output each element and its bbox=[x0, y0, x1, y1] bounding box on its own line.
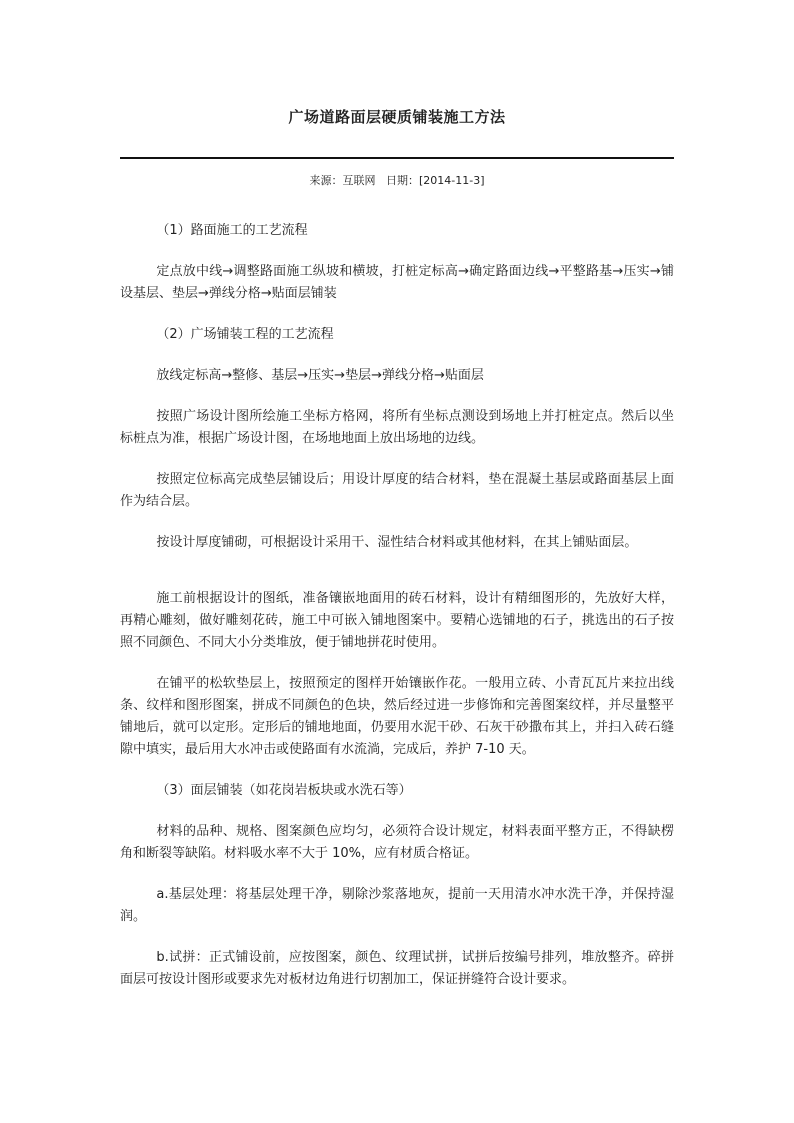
list-item-b: b.试拼：正式铺设前，应按图案，颜色、纹理试拼，试拼后按编号排列，堆放整齐。碎拼面层可按设计图形或要求先对板材边角进行切割加工，保证拼缝符合设计要求。 bbox=[120, 950, 674, 987]
date-label: 日期： bbox=[385, 174, 419, 187]
paragraph: 按设计厚度铺砌，可根据设计采用干、湿性结合材料或其他材料，在其上铺贴面层。 bbox=[156, 535, 638, 550]
paragraph: 定点放中线→调整路面施工纵坡和横坡，打桩定标高→确定路面边线→平整路基→压实→铺设基层、垫层→弹线分格→贴面层铺装 bbox=[120, 264, 674, 301]
date-value: [2014-11-3] bbox=[418, 174, 485, 187]
paragraph: 放线定标高→整修、基层→压实→垫层→弹线分格→贴面层 bbox=[156, 368, 484, 383]
source-value: 互联网 bbox=[342, 174, 376, 187]
paragraph: 施工前根据设计的图纸，准备镶嵌地面用的砖石材料，设计有精细图形的，先放好大样，再精心雕刻，做好雕刻花砖，施工中可嵌入铺地图案中。要精心选铺地的石子，挑选出的石子按照不同颜色、不同大小分类堆放，便于铺地拼花时使用。 bbox=[120, 591, 674, 650]
paragraph: 材料的品种、规格、图案颜色应均匀，必须符合设计规定，材料表面平整方正，不得缺楞角和断裂等缺陷。材料吸水率不大于 10%，应有材质合格证。 bbox=[120, 824, 674, 861]
section-heading-2: （2）广场铺装工程的工艺流程 bbox=[156, 327, 334, 342]
article-body bbox=[120, 220, 674, 1010]
section-heading-1: （1）路面施工的工艺流程 bbox=[156, 223, 308, 238]
title-divider bbox=[120, 157, 674, 159]
paragraph: 按照定位标高完成垫层铺设后；用设计厚度的结合材料，垫在混凝土基层或路面基层上面作为结合层。 bbox=[120, 472, 674, 509]
paragraph: 按照广场设计图所绘施工坐标方格网，将所有坐标点测设到场地上并打桩定点。然后以坐标桩点为准，根据广场设计图，在场地地面上放出场地的边线。 bbox=[120, 409, 674, 446]
paragraph: 在铺平的松软垫层上，按照预定的图样开始镶嵌作花。一般用立砖、小青瓦瓦片来拉出线条、纹样和图形图案，拼成不同颜色的色块，然后经过进一步修饰和完善图案纹样，并尽量整平铺地后，就可以定形。定形后的铺地地面，仍要用水泥干砂、石灰干砂撒布其上，并扫入砖石缝隙中填实，最后用大水冲击或使路面有水流淌，完成后，养护 7-10 天。 bbox=[120, 676, 674, 757]
source-label: 来源： bbox=[309, 174, 343, 187]
section-heading-3: （3）面层铺装（如花岗岩板块或水洗石等） bbox=[156, 783, 412, 798]
article-meta bbox=[120, 172, 674, 190]
list-item-a: a.基层处理：将基层处理干净，剔除沙浆落地灰，提前一天用清水冲水洗干净，并保持湿润。 bbox=[120, 887, 674, 924]
article-title: 广场道路面层硬质铺装施工方法 bbox=[288, 108, 506, 126]
